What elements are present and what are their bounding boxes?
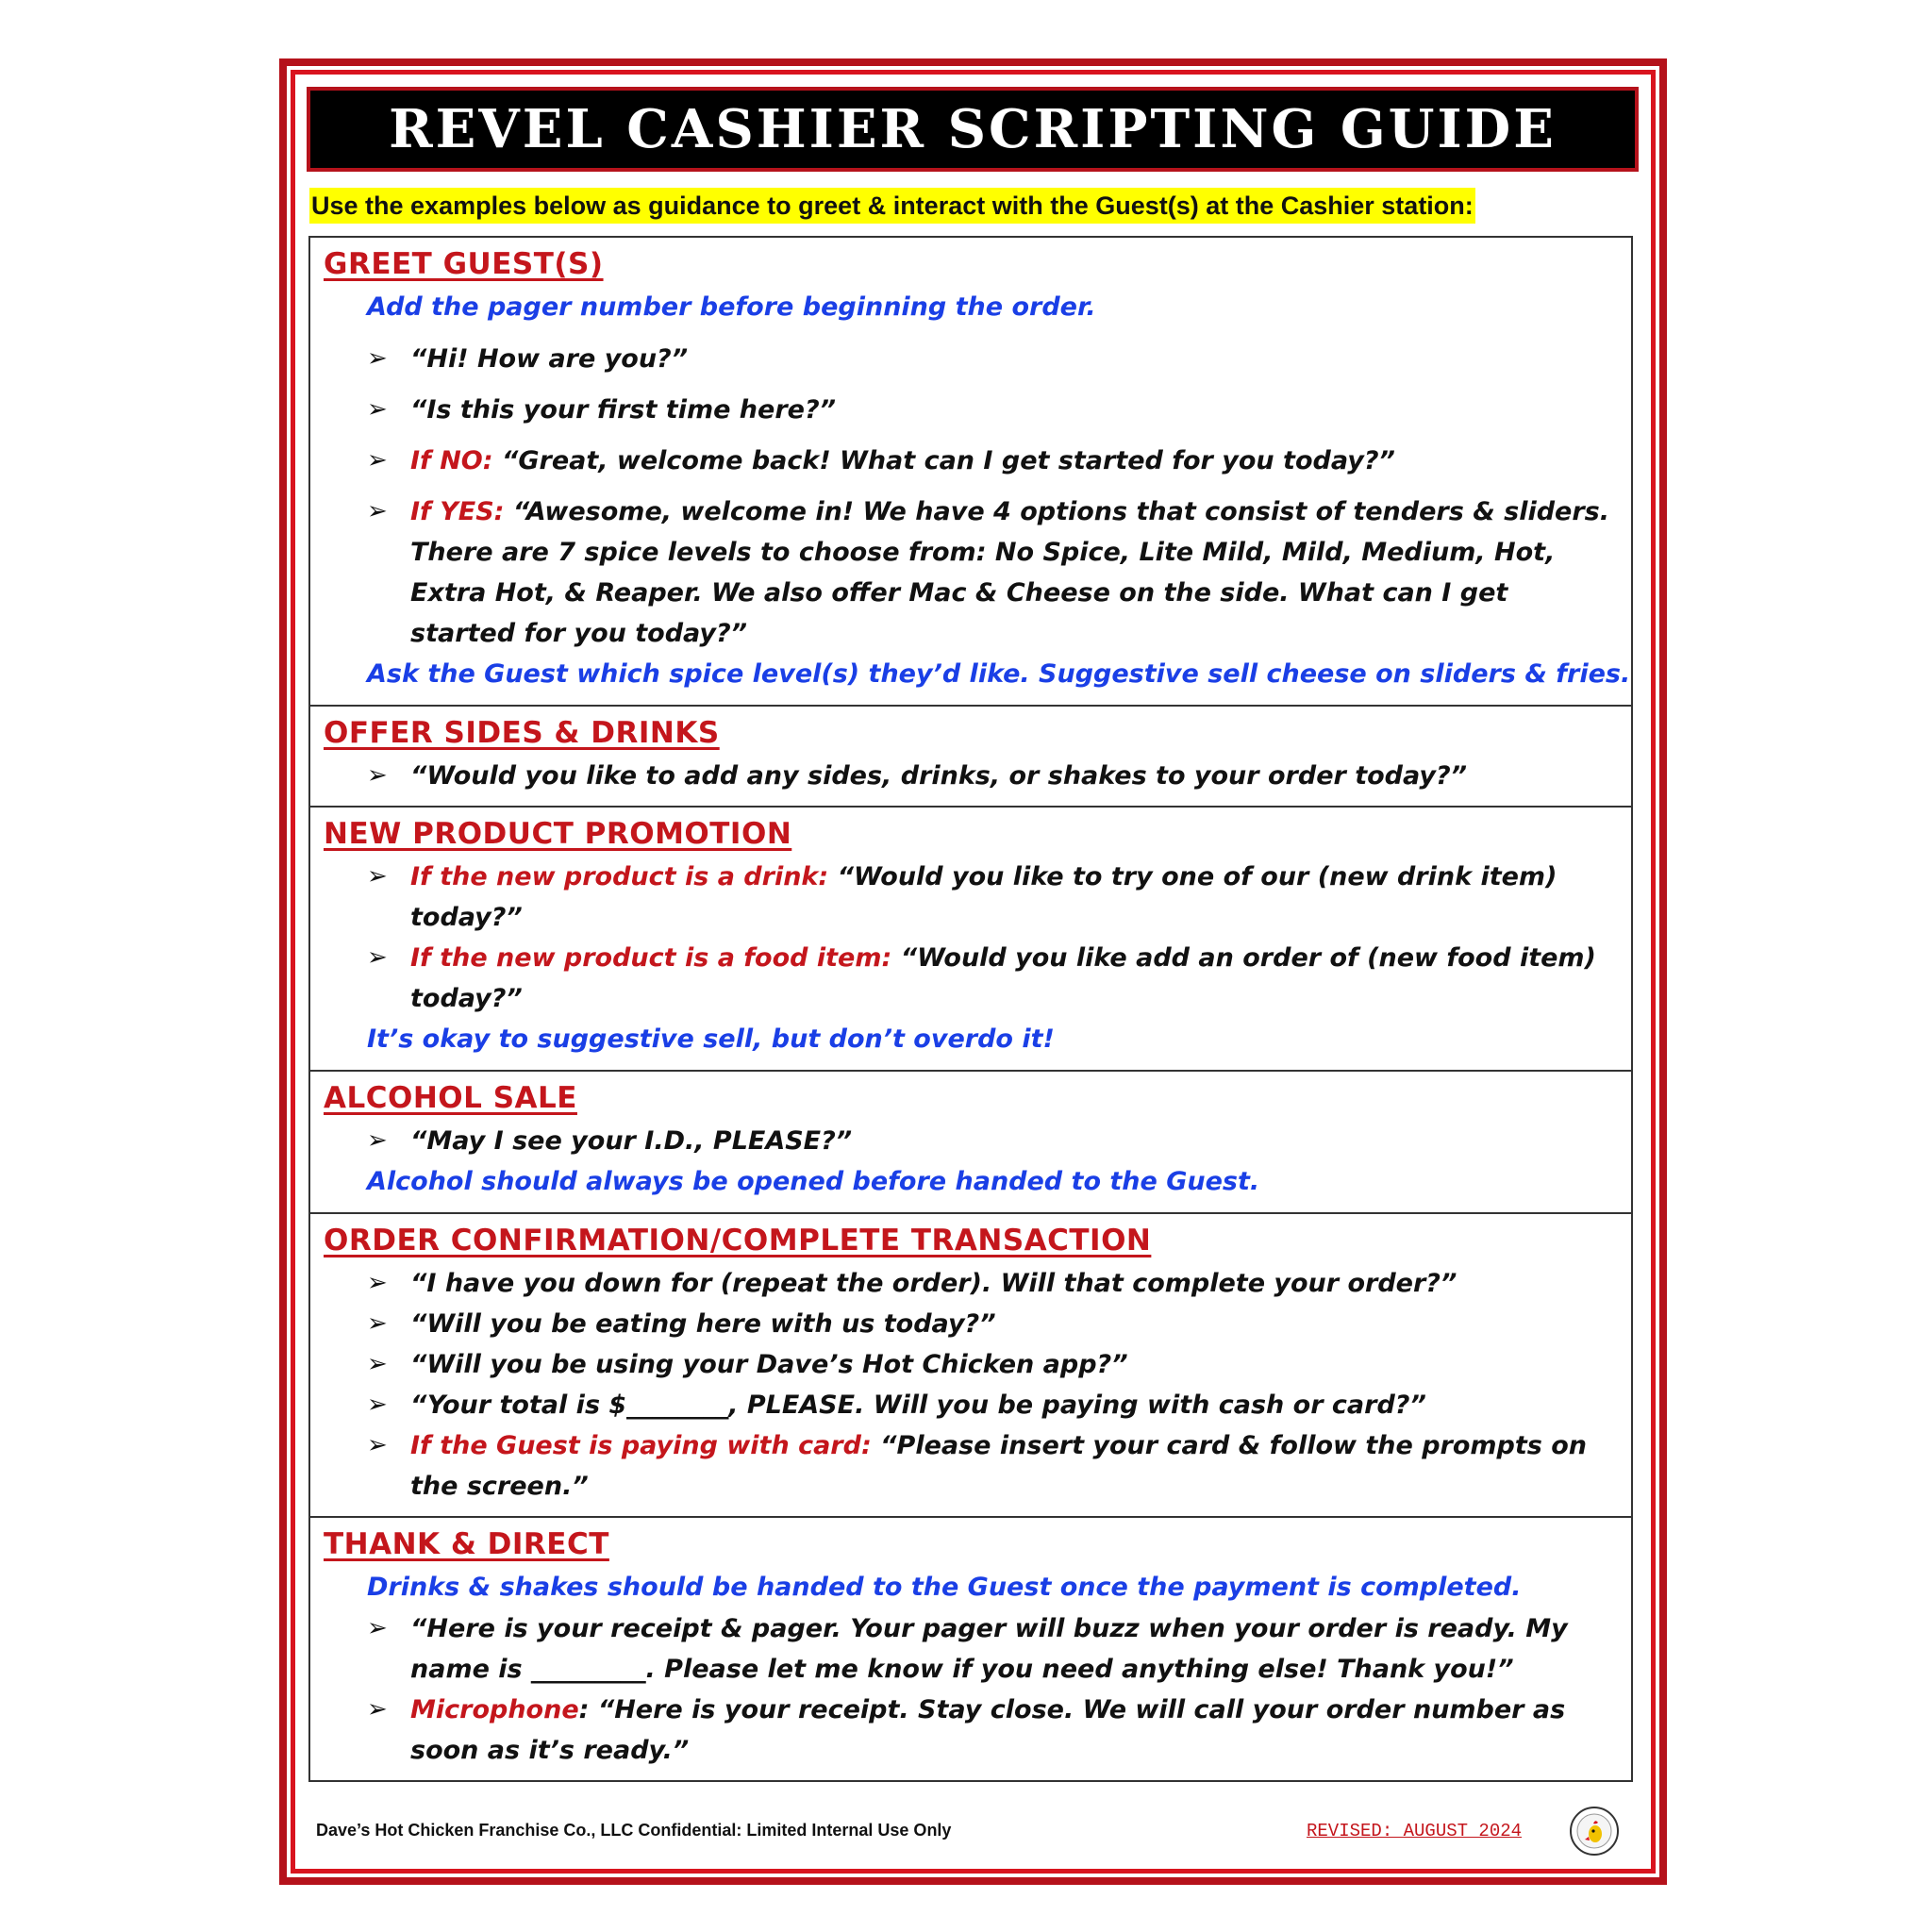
section-note: Drinks & shakes should be handed to the Guest once the payment is completed. <box>367 1573 1522 1602</box>
script-line <box>367 390 1631 430</box>
arrowhead-bullet-icon: ➢ <box>367 1614 388 1642</box>
arrowhead-bullet-icon: ➢ <box>367 1431 388 1459</box>
section-note: It’s okay to suggestive sell, but don’t overdo it! <box>367 1024 1055 1054</box>
condition-label: If the Guest is paying with card: <box>410 1431 872 1460</box>
condition-label: If the new product is a food item: <box>410 943 892 973</box>
arrowhead-bullet-icon: ➢ <box>367 1269 388 1297</box>
title-bar <box>307 87 1639 172</box>
condition-label: If the new product is a drink: <box>410 862 829 891</box>
confidential-footer: Dave’s Hot Chicken Franchise Co., LLC Confidential: Limited Internal Use Only <box>316 1821 952 1840</box>
arrowhead-bullet-icon: ➢ <box>367 1695 388 1724</box>
script-line <box>367 1263 1631 1304</box>
arrowhead-bullet-icon: ➢ <box>367 1126 388 1155</box>
page-title: REVEL CASHIER SCRIPTING GUIDE <box>389 98 1557 160</box>
script-line <box>367 938 1631 1019</box>
intro-instruction: Use the examples below as guidance to greet & interact with the Guest(s) at the Cashier station: <box>309 188 1475 224</box>
script-text: : “Here is your receipt. Stay close. We will call your order number as soon as it’s ready.” <box>410 1695 1566 1765</box>
script-text: “Would you like to add any sides, drinks, or shakes to your order today?” <box>410 761 1468 791</box>
script-text: “Would you like add an order of (new food item) today?” <box>410 943 1596 1013</box>
section-title: OFFER SIDES & DRINKS <box>324 716 720 750</box>
script-text: “May I see your I.D., PLEASE?” <box>410 1126 853 1156</box>
arrowhead-bullet-icon: ➢ <box>367 1350 388 1378</box>
arrowhead-bullet-icon: ➢ <box>367 943 388 972</box>
section-title: THANK & DIRECT <box>324 1527 609 1561</box>
section-note: Alcohol should always be opened before handed to the Guest. <box>367 1167 1260 1196</box>
script-text: “I have you down for (repeat the order). Will that complete your order?” <box>410 1269 1457 1298</box>
script-line <box>367 441 1631 481</box>
script-line <box>367 1608 1631 1690</box>
script-text: “Awesome, welcome in! We have 4 options that consist of tenders & sliders. There are 7 spice levels to choose from: No Spice, Lite Mild, Mild, Medium, Hot, Extra Hot, & Reaper. We also offer Mac & Cheese on the side. What can I get started for you today?” <box>410 497 1609 648</box>
arrowhead-bullet-icon: ➢ <box>367 497 388 525</box>
script-line <box>367 1344 1631 1385</box>
script-line <box>367 857 1631 938</box>
script-text: “Would you like to try one of our (new drink item) today?” <box>410 862 1557 932</box>
section-greet-guests <box>310 238 1631 705</box>
script-line <box>367 1425 1631 1507</box>
script-text: “Will you be using your Dave’s Hot Chicken app?” <box>410 1350 1128 1379</box>
script-line <box>367 491 1631 654</box>
condition-label: If YES: <box>410 497 505 526</box>
section-title: ORDER CONFIRMATION/COMPLETE TRANSACTION <box>324 1224 1152 1257</box>
section-title: ALCOHOL SALE <box>324 1081 577 1115</box>
script-text: “Will you be eating here with us today?” <box>410 1309 996 1339</box>
condition-label: If NO: <box>410 446 493 475</box>
arrowhead-bullet-icon: ➢ <box>367 395 388 424</box>
section-order-confirmation <box>310 1212 1631 1516</box>
section-offer-sides-drinks <box>310 705 1631 806</box>
script-line <box>367 1690 1631 1771</box>
arrowhead-bullet-icon: ➢ <box>367 1309 388 1338</box>
arrowhead-bullet-icon: ➢ <box>367 761 388 790</box>
script-text: “Here is your receipt & pager. Your pager will buzz when your order is ready. My name is _________. Please let me know if you need anything else! Thank you!” <box>410 1614 1568 1684</box>
daves-hot-chicken-logo <box>1569 1806 1620 1857</box>
script-text: “Is this your first time here?” <box>410 395 837 425</box>
script-line <box>367 1385 1631 1425</box>
sections-table <box>308 236 1633 1782</box>
arrowhead-bullet-icon: ➢ <box>367 862 388 891</box>
section-note: Add the pager number before beginning the order. <box>367 292 1096 322</box>
condition-label: Microphone <box>410 1695 579 1724</box>
revision-date: REVISED: AUGUST 2024 <box>1307 1821 1523 1841</box>
arrowhead-bullet-icon: ➢ <box>367 344 388 373</box>
section-note: Ask the Guest which spice level(s) they’d like. Suggestive sell cheese on sliders & fries. <box>367 659 1631 689</box>
section-thank-direct <box>310 1516 1631 1780</box>
section-alcohol-sale <box>310 1070 1631 1212</box>
arrowhead-bullet-icon: ➢ <box>367 1391 388 1419</box>
script-line <box>367 1121 1631 1161</box>
arrowhead-bullet-icon: ➢ <box>367 446 388 475</box>
script-text: “Great, welcome back! What can I get started for you today?” <box>492 446 1395 475</box>
section-new-product-promotion <box>310 806 1631 1070</box>
script-text: “Hi! How are you?” <box>410 344 689 374</box>
script-line <box>367 756 1631 796</box>
section-title: NEW PRODUCT PROMOTION <box>324 817 792 851</box>
script-line <box>367 339 1631 379</box>
script-text: “Your total is $________, PLEASE. Will you be paying with cash or card?” <box>410 1391 1426 1420</box>
script-text: “Please insert your card & follow the prompts on the screen.” <box>410 1431 1588 1501</box>
section-title: GREET GUEST(S) <box>324 247 604 281</box>
script-line <box>367 1304 1631 1344</box>
